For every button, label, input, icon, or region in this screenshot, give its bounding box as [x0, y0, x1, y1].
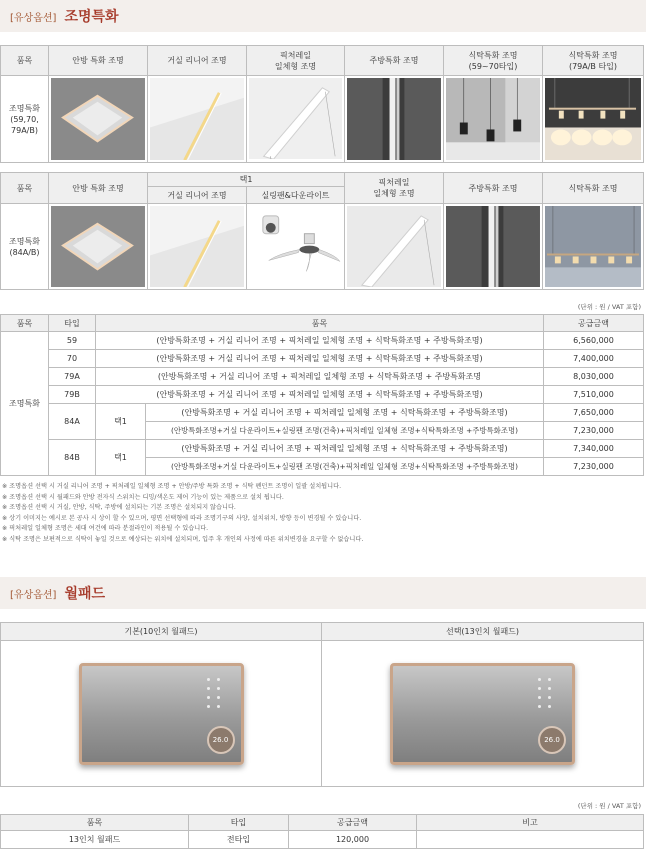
col-dining-light: 식탁특화 조명 [543, 173, 644, 204]
choice-cell: 택1 [96, 440, 146, 476]
type-cell: 79A [49, 368, 96, 386]
wp-type-cell: 전타입 [189, 831, 289, 849]
wp-header-type: 타입 [189, 815, 289, 831]
col-dining-light-79: 식탁특화 조명 (79A/B 타입) [543, 46, 644, 76]
item-header: 품목 [1, 46, 49, 76]
price-header-type: 타입 [49, 315, 96, 332]
price-header-price: 공급금액 [544, 315, 644, 332]
section-tag: [유상옵션] [10, 589, 57, 601]
dining-light-image [543, 204, 644, 290]
unit-note: (단위 : 원 / VAT 포함) [577, 802, 641, 810]
col-ceiling-fan-downlight: 실링팬&다운라이트 [247, 187, 345, 204]
wp-item-cell: 13인치 월패드 [1, 831, 189, 849]
basic-wallpad-header: 기본(10인치 월패드) [1, 623, 322, 641]
temperature-dial: 26.0 [207, 726, 235, 754]
section-tag: [유상옵션] [10, 12, 57, 24]
lighting-price-table [0, 314, 644, 476]
price-cell: 7,400,000 [544, 350, 644, 368]
option-wallpad-image [322, 641, 644, 787]
wp-header-note: 비고 [417, 815, 644, 831]
price-cell: 7,510,000 [544, 386, 644, 404]
kitchen-light-image [444, 204, 543, 290]
type-cell: 79B [49, 386, 96, 404]
desc-cell: (안방특화조명 + 거실 리니어 조명 + 픽처레일 일체형 조명 + 식탁특화조명 + 주방특화조명 [96, 368, 544, 386]
price-item-label: 조명특화 [1, 332, 49, 476]
living-linear-light-image [148, 76, 247, 163]
section-title: 조명특화 [64, 9, 119, 25]
dining-light-79-image [543, 76, 644, 163]
lighting-table-1 [0, 45, 644, 163]
item-header: 품목 [1, 173, 49, 204]
wallpad-10-inch [79, 663, 244, 765]
lighting-notes [2, 482, 363, 546]
lighting-table-2 [0, 172, 644, 290]
col-picture-rail-light: 픽처레일 일체형 조명 [345, 173, 444, 204]
note-line: ※ 조명옵션 선택 시 거실, 안방, 식탁, 주방에 설치되는 기본 조명은 설치되지 않습니다. [2, 504, 236, 512]
wallpad-price-table [0, 814, 644, 849]
price-header-item: 품목 [1, 315, 49, 332]
type-cell: 84B [49, 440, 96, 476]
dining-light-59-70-image [444, 76, 543, 163]
price-cell: 7,650,000 [544, 404, 644, 422]
ceiling-fan-downlight-image [247, 204, 345, 290]
note-line: ※ 조명옵션 선택 시 월패드와 안방 전자식 스위치는 디밍/색온도 제어 기능이 있는 제품으로 설치 됩니다. [2, 493, 284, 501]
col-bedroom-light: 안방 특화 조명 [49, 173, 148, 204]
wp-price-cell: 120,000 [289, 831, 417, 849]
section-title: 월패드 [64, 586, 106, 602]
bedroom-light-image [49, 76, 148, 163]
price-header-items: 품목 [96, 315, 544, 332]
col-dining-light-59-70: 식탁특화 조명 (59~70타입) [444, 46, 543, 76]
choice-group-header: 택1 [148, 173, 345, 187]
wallpad-image-table [0, 622, 644, 787]
desc-cell: (안방특화조명 + 거실 리니어 조명 + 픽처레일 일체형 조명 + 식탁특화조명 + 주방특화조명) [96, 350, 544, 368]
note-line: ※ 픽처레일 일체형 조명은 세대 여건에 따라 분절라인이 적용될 수 있습니다. [2, 525, 209, 533]
type-cell: 59 [49, 332, 96, 350]
col-bedroom-light: 안방 특화 조명 [49, 46, 148, 76]
desc-cell: (안방특화조명 + 거실 리니어 조명 + 픽처레일 일체형 조명 + 식탁특화조명 + 주방특화조명) [146, 440, 544, 458]
wp-header-price: 공급금액 [289, 815, 417, 831]
col-picture-rail-light: 픽처레일 일체형 조명 [247, 46, 345, 76]
temperature-dial: 26.0 [538, 726, 566, 754]
price-cell: 6,560,000 [544, 332, 644, 350]
price-cell: 8,030,000 [544, 368, 644, 386]
unit-note: (단위 : 원 / VAT 포함) [577, 303, 641, 311]
choice-cell: 택1 [96, 404, 146, 440]
price-cell: 7,230,000 [544, 422, 644, 440]
price-cell: 7,230,000 [544, 458, 644, 476]
row-label: 조명특화 (59,70, 79A/B) [1, 76, 49, 163]
note-line: ※ 상기 이미지는 예시로 본 공사 시 상이 할 수 있으며, 평면 선택형에 따라 조명기구의 사양, 설치위치, 방향 등이 변경될 수 있습니다. [2, 514, 362, 522]
wp-note-cell [417, 831, 644, 849]
type-cell: 70 [49, 350, 96, 368]
price-cell: 7,340,000 [544, 440, 644, 458]
living-linear-light-image [148, 204, 247, 290]
picture-rail-light-image [247, 76, 345, 163]
basic-wallpad-image [1, 641, 322, 787]
desc-cell: (안방특화조명 + 거실 리니어 조명 + 픽처레일 일체형 조명 + 식탁특화조명 + 주방특화조명) [96, 332, 544, 350]
desc-cell: (안방특화조명 + 거실 리니어 조명 + 픽처레일 일체형 조명 + 식탁특화조명 + 주방특화조명) [96, 386, 544, 404]
desc-cell: (안방특화조명+거실 다운라이트+실링팬 조명(건축)+픽처레일 일체형 조명+식탁특화조명 +주방특화조명) [146, 422, 544, 440]
desc-cell: (안방특화조명+거실 다운라이트+실링팬 조명(건축)+픽처레일 일체형 조명+식탁특화조명 +주방특화조명) [146, 458, 544, 476]
col-kitchen-light: 주방특화 조명 [444, 173, 543, 204]
bedroom-light-image [49, 204, 148, 290]
note-line: ※ 조명옵션 선택 시 거실 리니어 조명 + 픽처레일 일체형 조명 + 안방/주방 특화 조명 + 식탁 펜던트 조명이 일괄 설치됩니다. [2, 483, 342, 490]
row-label: 조명특화 (84A/B) [1, 204, 49, 290]
picture-rail-light-image [345, 204, 444, 290]
wallpad-13-inch [390, 663, 575, 765]
col-kitchen-light: 주방특화 조명 [345, 46, 444, 76]
type-cell: 84A [49, 404, 96, 440]
wallpad-section-header [0, 577, 646, 609]
col-living-linear-light: 거실 리니어 조명 [148, 187, 247, 204]
option-wallpad-header: 선택(13인치 월패드) [322, 623, 644, 641]
desc-cell: (안방특화조명 + 거실 리니어 조명 + 픽처레일 일체형 조명 + 식탁특화조명 + 주방특화조명) [146, 404, 544, 422]
lighting-section-header [0, 0, 646, 32]
wp-header-item: 품목 [1, 815, 189, 831]
note-line: ※ 식탁 조명은 보편적으로 식탁이 놓일 것으로 예상되는 위치에 설치되며, 입주 후 개인의 사정에 따른 위치변경을 요구할 수 없습니다. [2, 535, 364, 543]
kitchen-light-image [345, 76, 444, 163]
col-living-linear-light: 거실 리니어 조명 [148, 46, 247, 76]
